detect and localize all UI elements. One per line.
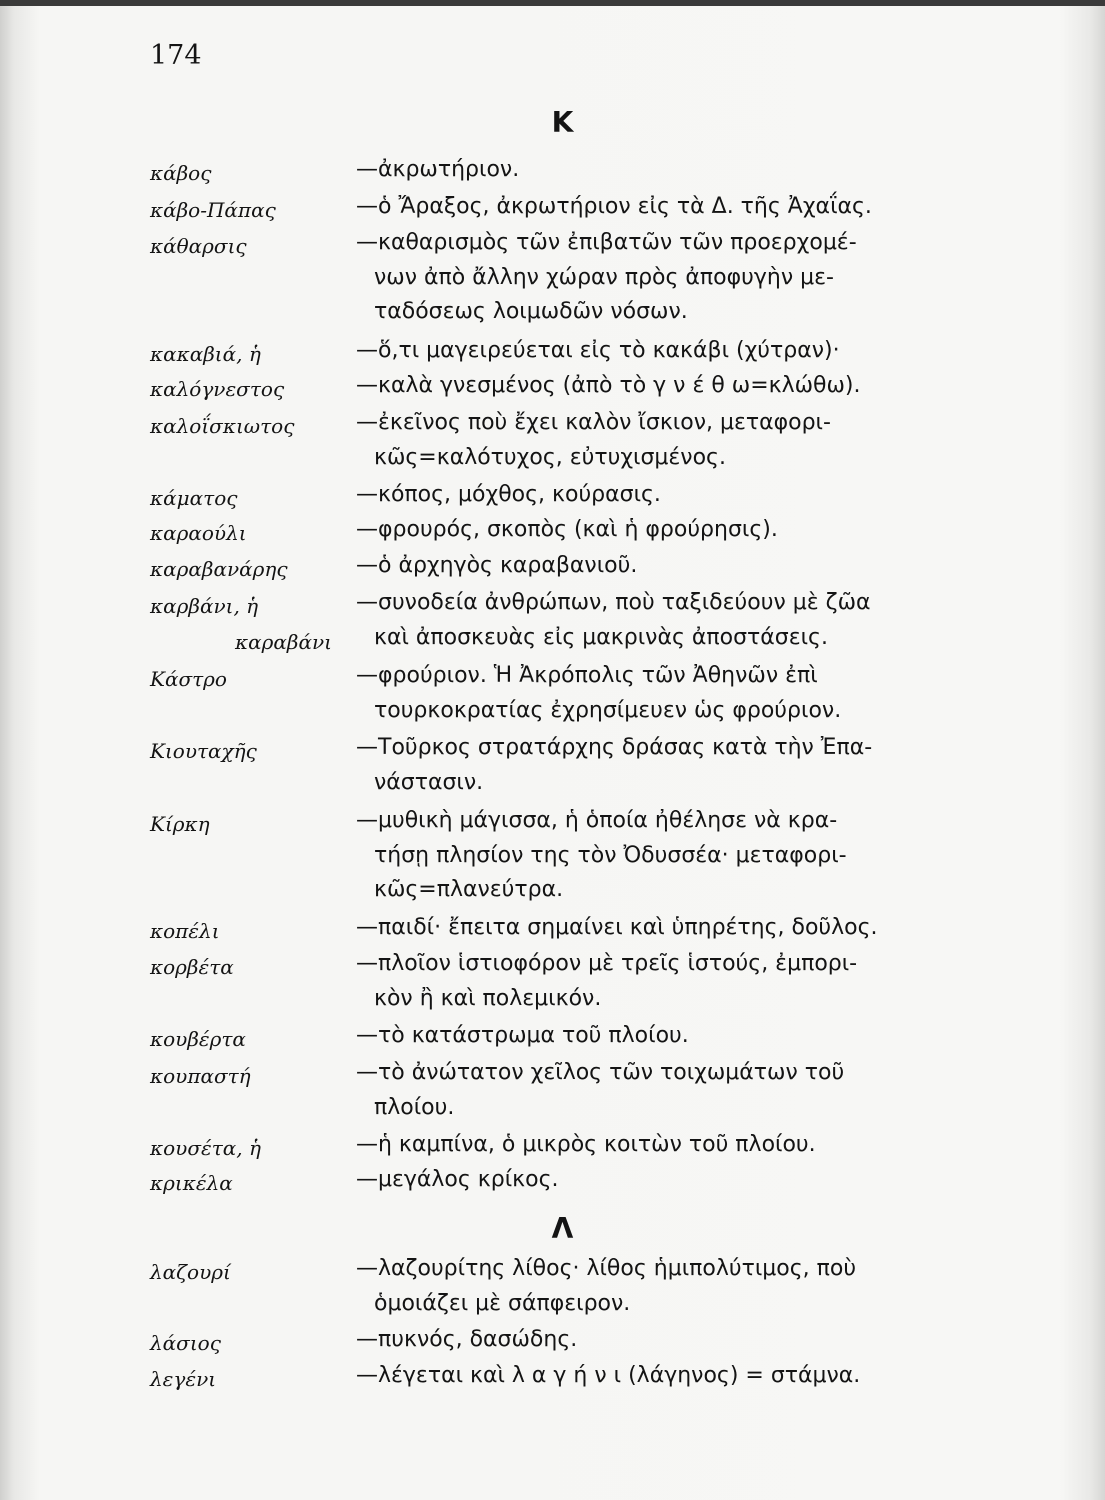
definition-line: καὶ ἀποσκευὰς εἰς μακρινὰς ἀποστάσεις. bbox=[374, 624, 828, 650]
entry-headword: Κίρκη bbox=[150, 812, 210, 836]
entry-definition bbox=[356, 804, 1001, 908]
definition-line: πλοίου. bbox=[374, 1094, 455, 1120]
entry-headword: κακαβιά, ἡ bbox=[150, 342, 261, 366]
entry-headword: κουβέρτα bbox=[150, 1027, 246, 1051]
entry-headword: κάβος bbox=[150, 161, 212, 185]
entry-definition bbox=[356, 334, 1001, 369]
section-letter-l: Λ bbox=[551, 1212, 574, 1245]
entry-headword: καρβάνι, ἡ bbox=[150, 594, 259, 618]
definition-line: ταδόσεως λοιμωδῶν νόσων. bbox=[374, 299, 688, 324]
definition-line: ὁμοιάζει μὲ σάπφειρον. bbox=[374, 1290, 631, 1316]
entry-definition bbox=[356, 731, 1001, 800]
definition-line: —ὁ ἀρχηγὸς καραβανιοῦ. bbox=[356, 553, 638, 578]
definition-line: —πυκνός, δασώδης. bbox=[356, 1327, 578, 1352]
entry-definition bbox=[356, 1056, 1001, 1125]
entry-headword: καλοΐσκιωτος bbox=[150, 414, 295, 438]
entry-definition bbox=[356, 153, 1001, 188]
entry-headword: κορβέτα bbox=[150, 955, 234, 979]
definition-line: κὸν ἢ καὶ πολεμικόν. bbox=[374, 985, 602, 1011]
entry-definition bbox=[356, 1019, 1001, 1054]
entry-definition bbox=[356, 1252, 1001, 1321]
entry-definition bbox=[356, 659, 1001, 728]
definition-line: —ἀκρωτήριον. bbox=[356, 157, 520, 182]
entry-definition bbox=[356, 369, 1001, 404]
definition-line: τουρκοκρατίας ἐχρησίμευεν ὡς φρούριον. bbox=[374, 697, 842, 723]
entry-definition bbox=[356, 911, 1001, 946]
entry-definition bbox=[356, 406, 1001, 475]
entry-headword: καραούλι bbox=[150, 521, 247, 545]
definition-line: —τὸ κατάστρωμα τοῦ πλοίου. bbox=[356, 1023, 689, 1048]
page-top-edge bbox=[0, 0, 1105, 6]
entry-headword-variant: καραβάνι bbox=[235, 630, 332, 654]
entry-headword: καραβανάρης bbox=[150, 557, 288, 581]
entry-headword: κουπαστή bbox=[150, 1064, 251, 1088]
definition-line: —καθαρισμὸς τῶν ἐπιβατῶν τῶν προερχομέ- bbox=[356, 230, 857, 255]
entry-definition bbox=[356, 1163, 1001, 1198]
entry-definition bbox=[356, 478, 1001, 513]
definition-line: —παιδί· ἔπειτα σημαίνει καὶ ὑπηρέτης, δοῦλος. bbox=[356, 915, 878, 940]
definition-line: κῶς=πλανεύτρα. bbox=[374, 877, 564, 902]
definition-line: —μεγάλος κρίκος. bbox=[356, 1167, 559, 1192]
definition-line: —τὸ ἀνώτατον χεῖλος τῶν τοιχωμάτων τοῦ bbox=[356, 1060, 845, 1085]
definition-line: —ὁ Ἄραξος, ἀκρωτήριον εἰς τὰ Δ. τῆς Ἀχαΐας. bbox=[356, 194, 872, 219]
entry-headword: κοπέλι bbox=[150, 919, 220, 943]
definition-line: —φρούριον. Ἡ Ἀκρόπολις τῶν Ἀθηνῶν ἐπὶ bbox=[356, 663, 818, 688]
definition-line: —λέγεται καὶ λ α γ ή ν ι (λάγηνος) = στάμνα. bbox=[356, 1363, 861, 1388]
definition-line: —λαζουρίτης λίθος· λίθος ἡμιπολύτιμος, ποὺ bbox=[356, 1256, 857, 1281]
section-letter-k: Κ bbox=[551, 106, 574, 139]
entry-definition bbox=[356, 190, 1001, 225]
definition-line: κῶς=καλότυχος, εὐτυχισμένος. bbox=[374, 444, 726, 470]
entry-headword: λαζουρί bbox=[150, 1260, 231, 1284]
entry-headword: κρικέλα bbox=[150, 1171, 233, 1195]
entry-headword: Κάστρο bbox=[150, 667, 227, 691]
definition-line: —συνοδεία ἀνθρώπων, ποὺ ταξιδεύουν μὲ ζῶα bbox=[356, 590, 871, 615]
entry-definition bbox=[356, 513, 1001, 548]
definition-line: —καλὰ γνεσμένος (ἀπὸ τὸ γ ν έ θ ω=κλώθω). bbox=[356, 373, 861, 398]
definition-line: —ἡ καμπίνα, ὁ μικρὸς κοιτὼν τοῦ πλοίου. bbox=[356, 1132, 816, 1157]
definition-line: —μυθικὴ μάγισσα, ἡ ὁποία ἠθέλησε νὰ κρα- bbox=[356, 808, 838, 833]
entry-headword: καλόγνεστος bbox=[150, 377, 285, 401]
entry-headword: κάβο-Πάπας bbox=[150, 198, 276, 222]
entry-headword: κάματος bbox=[150, 486, 238, 510]
entry-definition bbox=[356, 1128, 1001, 1163]
page-number: 174 bbox=[150, 40, 202, 71]
entry-headword: κάθαρσις bbox=[150, 234, 247, 258]
definition-line: —ἐκεῖνος ποὺ ἔχει καλὸν ἴσκιον, μεταφορι- bbox=[356, 410, 831, 435]
entry-definition bbox=[356, 549, 1001, 584]
entry-headword: λάσιος bbox=[150, 1331, 221, 1355]
definition-line: —πλοῖον ἱστιοφόρον μὲ τρεῖς ἱστούς, ἐμπορι- bbox=[356, 951, 858, 976]
definition-line: τήσῃ πλησίον της τὸν Ὀδυσσέα· μεταφορι- bbox=[374, 842, 847, 868]
definition-line: —ὅ,τι μαγειρεύεται εἰς τὸ κακάβι (χύτραν)· bbox=[356, 338, 840, 363]
entry-definition bbox=[356, 1359, 1001, 1394]
definition-line: —Τοῦρκος στρατάρχης δράσας κατὰ τὴν Ἐπα- bbox=[356, 735, 873, 760]
definition-line: —κόπος, μόχθος, κούρασις. bbox=[356, 482, 661, 507]
entry-definition bbox=[356, 226, 1001, 330]
entry-headword: Κιουταχῆς bbox=[150, 739, 257, 763]
entry-headword: κουσέτα, ἡ bbox=[150, 1136, 261, 1160]
entry-definition bbox=[356, 1323, 1001, 1358]
definition-line: νων ἀπὸ ἄλλην χώραν πρὸς ἀποφυγὴν με- bbox=[374, 264, 834, 290]
entry-definition bbox=[356, 947, 1001, 1016]
entry-definition bbox=[356, 586, 1001, 655]
entry-headword: λεγένι bbox=[150, 1367, 217, 1391]
definition-line: νάστασιν. bbox=[374, 769, 484, 795]
definition-line: —φρουρός, σκοπὸς (καὶ ἡ φρούρησις). bbox=[356, 517, 778, 542]
